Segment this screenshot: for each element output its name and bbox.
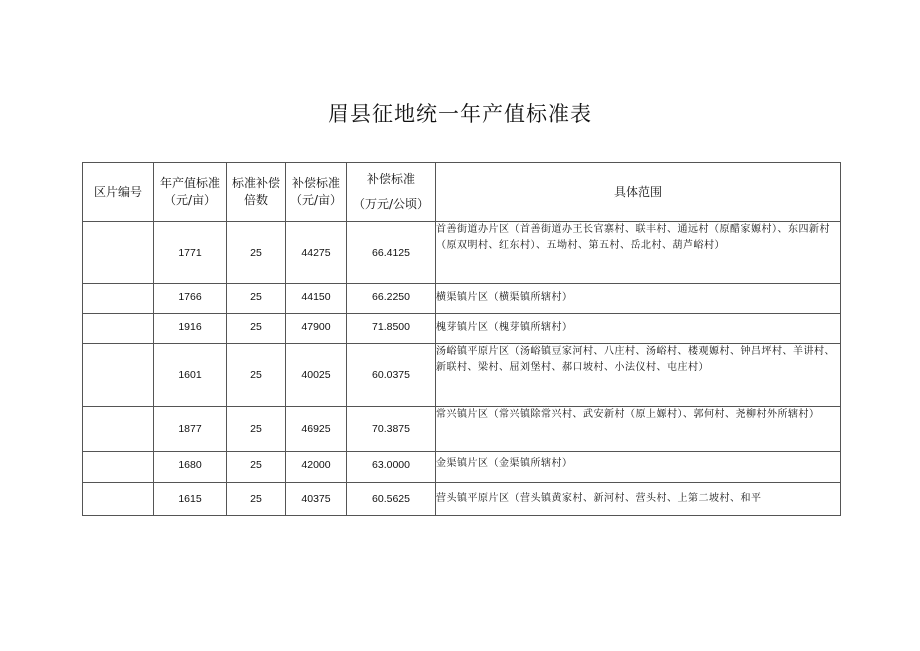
- header-compensation-std-line2: （万元/公顷）: [352, 197, 430, 211]
- scope-cell: 槐芽镇片区（槐芽镇所辖村）: [436, 314, 841, 344]
- scope-cell: 金渠镇片区（金渠镇所辖村）: [436, 452, 841, 483]
- annual-value-cell: 1601: [154, 344, 227, 407]
- header-zone-id: 区片编号: [83, 163, 154, 222]
- compensation-cell: 44150: [286, 284, 347, 314]
- scope-cell: 营头镇平原片区（营头镇黄家村、新河村、营头村、上第二坡村、和平: [436, 483, 841, 516]
- header-annual-value-line2: （元/亩）: [163, 193, 217, 207]
- table-row: [83, 407, 841, 452]
- compensation-std-cell: 70.3875: [347, 407, 436, 452]
- header-multiplier-line2: 倍数: [243, 193, 268, 207]
- compensation-std-cell: 71.8500: [347, 314, 436, 344]
- multiplier-cell: 25: [227, 452, 286, 483]
- header-compensation: [286, 163, 347, 222]
- compensation-table: [82, 162, 841, 516]
- multiplier-cell: 25: [227, 407, 286, 452]
- multiplier-cell: 25: [227, 483, 286, 516]
- compensation-cell: 42000: [286, 452, 347, 483]
- scope-cell: 横渠镇片区（横渠镇所辖村）: [436, 284, 841, 314]
- compensation-cell: 47900: [286, 314, 347, 344]
- table-row: [83, 222, 841, 284]
- compensation-cell: 46925: [286, 407, 347, 452]
- table-row: [83, 344, 841, 407]
- zone-cell: [83, 222, 154, 284]
- header-compensation-std-line1: 补偿标准: [366, 172, 415, 186]
- zone-cell: [83, 344, 154, 407]
- compensation-std-cell: 63.0000: [347, 452, 436, 483]
- annual-value-cell: 1766: [154, 284, 227, 314]
- compensation-std-cell: 60.0375: [347, 344, 436, 407]
- annual-value-cell: 1615: [154, 483, 227, 516]
- zone-cell: [83, 284, 154, 314]
- header-annual-value-line1: 年产值标准: [159, 176, 220, 190]
- annual-value-cell: 1877: [154, 407, 227, 452]
- zone-cell: [83, 314, 154, 344]
- table-row: [83, 483, 841, 516]
- header-multiplier-line1: 标准补偿: [231, 176, 280, 190]
- multiplier-cell: 25: [227, 222, 286, 284]
- page-title: 眉县征地统一年产值标准表: [328, 102, 592, 126]
- header-multiplier: [227, 163, 286, 222]
- compensation-cell: 40025: [286, 344, 347, 407]
- multiplier-cell: 25: [227, 314, 286, 344]
- multiplier-cell: 25: [227, 284, 286, 314]
- annual-value-cell: 1916: [154, 314, 227, 344]
- compensation-cell: 40375: [286, 483, 347, 516]
- scope-cell: 常兴镇片区（常兴镇除常兴村、武安新村（原上嫄村）、郭何村、尧柳村外所辖村）: [436, 407, 841, 452]
- compensation-cell: 44275: [286, 222, 347, 284]
- table-row: [83, 314, 841, 344]
- multiplier-cell: 25: [227, 344, 286, 407]
- table-row: [83, 284, 841, 314]
- table-row: [83, 452, 841, 483]
- header-compensation-std: [347, 163, 436, 222]
- header-compensation-line1: 补偿标准: [291, 176, 340, 190]
- header-scope: 具体范围: [436, 163, 841, 222]
- annual-value-cell: 1680: [154, 452, 227, 483]
- header-annual-value: [154, 163, 227, 222]
- annual-value-cell: 1771: [154, 222, 227, 284]
- zone-cell: [83, 483, 154, 516]
- scope-cell: 汤峪镇平原片区（汤峪镇豆家河村、八庄村、汤峪村、楼观嫄村、钟吕坪村、羊讲村、新联村、梁村、屈刘堡村、郝口坡村、小法仪村、屯庄村）: [436, 344, 841, 407]
- compensation-std-cell: 60.5625: [347, 483, 436, 516]
- zone-cell: [83, 452, 154, 483]
- compensation-std-cell: 66.2250: [347, 284, 436, 314]
- scope-cell: 首善街道办片区（首善街道办王长官寨村、联丰村、通远村（原醋家嫄村）、东四新村（原双明村、红东村）、五坳村、第五村、岳北村、葫芦峪村）: [436, 222, 841, 284]
- header-row: [83, 163, 841, 222]
- header-compensation-line2: （元/亩）: [289, 193, 343, 207]
- compensation-std-cell: 66.4125: [347, 222, 436, 284]
- zone-cell: [83, 407, 154, 452]
